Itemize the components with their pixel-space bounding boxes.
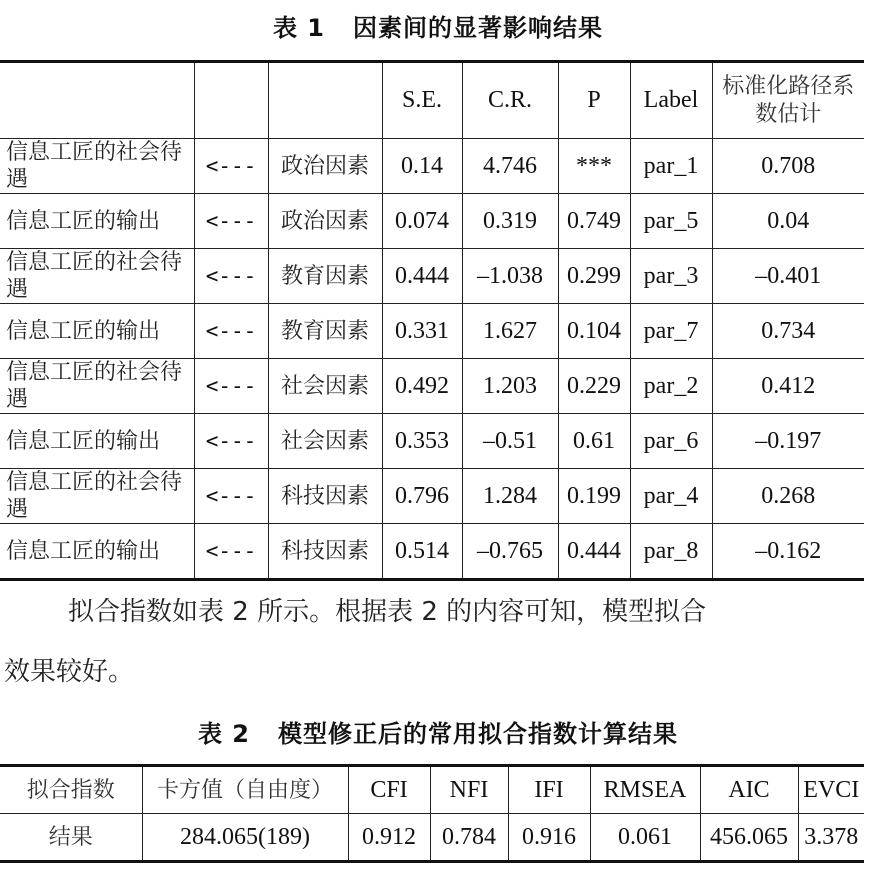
p-cell: 0.299: [558, 249, 630, 304]
std-cell: –0.162: [712, 524, 864, 580]
dependent-cell: 信息工匠的输出: [0, 524, 194, 580]
p-cell: ***: [558, 139, 630, 194]
table-row: [0, 139, 864, 194]
dependent-cell: 信息工匠的输出: [0, 194, 194, 249]
table-row: [0, 524, 864, 580]
cr-cell: 1.284: [462, 469, 558, 524]
aic-cell: 456.065: [700, 814, 798, 862]
header-cr: C.R.: [462, 62, 558, 139]
std-cell: –0.197: [712, 414, 864, 469]
nfi-cell: 0.784: [430, 814, 508, 862]
header-fit-index: 拟合指数: [0, 766, 142, 814]
label-cell: par_1: [630, 139, 712, 194]
factor-cell: 社会因素: [268, 414, 382, 469]
dependent-cell: 信息工匠的社会待遇: [0, 359, 194, 414]
se-cell: 0.074: [382, 194, 462, 249]
arrow-cell: <---: [194, 469, 268, 524]
factor-cell: 社会因素: [268, 359, 382, 414]
std-cell: 0.708: [712, 139, 864, 194]
table-row: [0, 414, 864, 469]
arrow-cell: <---: [194, 249, 268, 304]
fit-index-table: [0, 764, 864, 863]
se-cell: 0.514: [382, 524, 462, 580]
dependent-cell: 信息工匠的社会待遇: [0, 469, 194, 524]
significance-table: [0, 60, 864, 581]
arrow-cell: <---: [194, 139, 268, 194]
header-evci: EVCI: [798, 766, 864, 814]
std-cell: –0.401: [712, 249, 864, 304]
header-factor: [268, 62, 382, 139]
header-aic: AIC: [700, 766, 798, 814]
factor-cell: 政治因素: [268, 139, 382, 194]
label-cell: par_7: [630, 304, 712, 359]
evci-cell: 3.378: [798, 814, 864, 862]
header-nfi: NFI: [430, 766, 508, 814]
p-cell: 0.61: [558, 414, 630, 469]
std-cell: 0.734: [712, 304, 864, 359]
table-row: [0, 249, 864, 304]
p-cell: 0.229: [558, 359, 630, 414]
cr-cell: –0.765: [462, 524, 558, 580]
p-cell: 0.104: [558, 304, 630, 359]
arrow-cell: <---: [194, 524, 268, 580]
cr-cell: 1.203: [462, 359, 558, 414]
header-cfi: CFI: [348, 766, 430, 814]
header-label: Label: [630, 62, 712, 139]
label-cell: par_2: [630, 359, 712, 414]
se-cell: 0.796: [382, 469, 462, 524]
label-cell: par_3: [630, 249, 712, 304]
header-std-estimate: 标准化路径系数估计: [712, 62, 864, 139]
header-dependent: [0, 62, 194, 139]
body-paragraph-line2: 效果较好。: [4, 657, 135, 687]
table1-header-row: [0, 62, 864, 139]
header-chi-square: 卡方值（自由度）: [142, 766, 348, 814]
factor-cell: 教育因素: [268, 304, 382, 359]
std-cell: 0.412: [712, 359, 864, 414]
ifi-cell: 0.916: [508, 814, 590, 862]
table-row: [0, 469, 864, 524]
se-cell: 0.353: [382, 414, 462, 469]
header-rmsea: RMSEA: [590, 766, 700, 814]
header-se: S.E.: [382, 62, 462, 139]
result-label-cell: 结果: [0, 814, 142, 862]
cr-cell: 1.627: [462, 304, 558, 359]
dependent-cell: 信息工匠的社会待遇: [0, 249, 194, 304]
dependent-cell: 信息工匠的社会待遇: [0, 139, 194, 194]
table2-header-row: [0, 766, 864, 814]
std-cell: 0.04: [712, 194, 864, 249]
cr-cell: 0.319: [462, 194, 558, 249]
p-cell: 0.199: [558, 469, 630, 524]
header-arrow: [194, 62, 268, 139]
factor-cell: 科技因素: [268, 524, 382, 580]
se-cell: 0.14: [382, 139, 462, 194]
label-cell: par_4: [630, 469, 712, 524]
std-cell: 0.268: [712, 469, 864, 524]
dependent-cell: 信息工匠的输出: [0, 414, 194, 469]
header-ifi: IFI: [508, 766, 590, 814]
body-paragraph-line1: 拟合指数如表 2 所示。根据表 2 的内容可知，模型拟合: [68, 597, 707, 627]
p-cell: 0.444: [558, 524, 630, 580]
arrow-cell: <---: [194, 194, 268, 249]
cr-cell: –1.038: [462, 249, 558, 304]
table-row: [0, 359, 864, 414]
label-cell: par_5: [630, 194, 712, 249]
label-cell: par_8: [630, 524, 712, 580]
chi-square-cell: 284.065(189): [142, 814, 348, 862]
cr-cell: –0.51: [462, 414, 558, 469]
factor-cell: 科技因素: [268, 469, 382, 524]
rmsea-cell: 0.061: [590, 814, 700, 862]
arrow-cell: <---: [194, 414, 268, 469]
cr-cell: 4.746: [462, 139, 558, 194]
label-cell: par_6: [630, 414, 712, 469]
se-cell: 0.331: [382, 304, 462, 359]
factor-cell: 政治因素: [268, 194, 382, 249]
arrow-cell: <---: [194, 304, 268, 359]
se-cell: 0.492: [382, 359, 462, 414]
header-p: P: [558, 62, 630, 139]
p-cell: 0.749: [558, 194, 630, 249]
table2-title: 表 2 模型修正后的常用拟合指数计算结果: [197, 720, 679, 748]
arrow-cell: <---: [194, 359, 268, 414]
se-cell: 0.444: [382, 249, 462, 304]
dependent-cell: 信息工匠的输出: [0, 304, 194, 359]
table-row: [0, 814, 864, 862]
factor-cell: 教育因素: [268, 249, 382, 304]
table-row: [0, 304, 864, 359]
table1-title: 表 1 因素间的显著影响结果: [272, 14, 604, 42]
table-row: [0, 194, 864, 249]
cfi-cell: 0.912: [348, 814, 430, 862]
